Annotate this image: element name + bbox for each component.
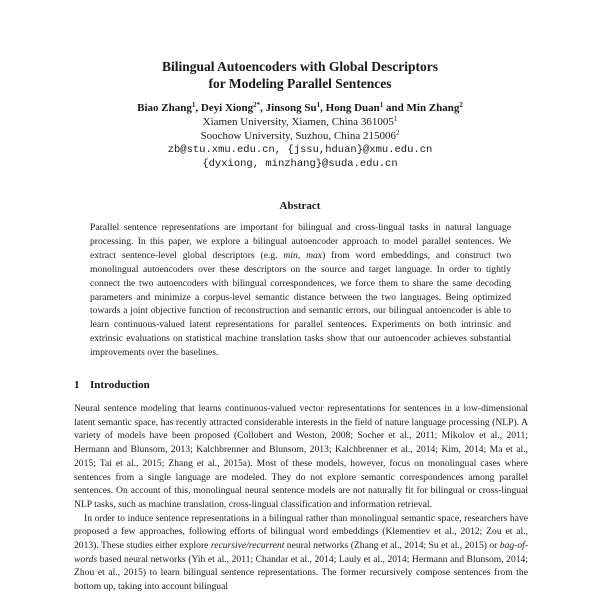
separator: , [195,102,201,114]
intro-p2-em-bag-of-words: bag-of-words [74,540,529,565]
intro-paragraph-2 [74,512,528,594]
paper-title [0,58,600,92]
section-heading-introduction [74,379,150,391]
intro-paragraph-1: Neural sentence modeling that learns continuous-valued vector representations for sentences in a low-dimensional latent semantic space, has recently attracted considerable interests in the field of nature language processing (NLP). A variety of models have been proposed (Collobert and Weston, 2008; Socher et al., 2011; Mikolov et al., 2011; Hermann and Blunsom, 2013; Kalchbrenner and Blunsom, 2013; Kalchbrenner et al., 2014; Kim, 2014; Ma et al., 2015; Tai et al., 2015; Zhang et al., 2015a). Most of these models, however, focus on monolingual cases where sentences from a single language are modeled. They do not explore semantic correspondences among parallel sentences. On account of this, monolingual neural sentence models are not naturally fit for bilingual or cross-lingual NLP tasks, such as machine translation, cross-lingual classification and information retrieval. [74,403,528,510]
author-names [0,101,600,115]
abstract-text [90,221,511,360]
author-block [0,101,600,171]
abstract-em-min: min [283,249,298,261]
author-5: Min Zhang [406,102,460,114]
author-4: Hong Duan [325,102,380,114]
intro-p2-part-c: based neural networks (Yih et al., 2011; Chandar et al., 2014; Lauly et al., 2014; Hermann and Blunsom, 2014; Zhou et al., 2015) to learn bilingual sentence representations. The former recursively compose sentences from the bottom up, taking into account bilingual [74,553,528,593]
section-title: Introduction [90,379,150,391]
author-1-affil: 1 [191,101,196,109]
email-line-2: {dyxiong, minzhang}@suda.edu.cn [202,158,398,170]
author-2-affil: 2* [253,101,261,109]
abstract-part-2: , [297,249,307,261]
author-2: Deyi Xiong [200,102,254,114]
affiliation-2-mark: 2 [395,129,400,137]
intro-p2-em-recursive: recursive/recurrent [210,540,285,552]
affiliation-2-text: Soochow University, Suzhou, China 215006 [200,130,396,142]
abstract-part-1: Parallel sentence representations are important for bilingual and cross-lingual tasks in natural language processing. In this paper, we explore a bilingual autoencoder approach to model parallel sentences. We extract sentence-level global descriptors (e.g. [90,222,511,261]
affiliation-1 [0,115,600,129]
abstract-part-3: ) from word embeddings, and construct two monolingual autoencoders over these descriptors on the source and target language. In order to tightly connect the two autoencoders with bilingual correspondences, we force them to share the same decoding parameters and minimize a corpus-level semantic distance between the two languages. Being optimized towards a joint objective function of reconstruction and semantic errors, our bilingual antoencoder is able to learn continuous-valued latent representations for parallel sentences. Experiments on both intrinsic and extrinsic evaluations on statistical machine translation tasks show that our autoencoder achieves substantial improvements over the baselines. [90,249,511,359]
intro-p2-part-b: neural networks (Zhang et al., 2014; Su et al., 2015) or [284,540,500,552]
affiliation-1-mark: 1 [393,115,398,123]
affiliation-1-text: Xiamen University, Xiamen, China 361005 [202,116,394,128]
author-4-affil: 1 [379,101,384,109]
title-line-2: for Modeling Parallel Sentences [208,76,392,91]
author-5-affil: 2 [459,101,463,109]
affiliation-2 [0,129,600,143]
separator: , [260,102,266,114]
and-separator: and [383,102,407,114]
title-line-1: Bilingual Autoencoders with Global Descriptors [161,59,438,74]
author-3-affil: 1 [316,101,321,109]
author-3: Jinsong Su [265,102,317,114]
intro-p2-part-a: In order to induce sentence representations in a bilingual rather than monolingual semantic space, researchers have proposed a few approaches, following efforts of bilingual word embeddings (Klementiev et al., 2012; Zou et al., 2013). These studies either explore [74,512,528,552]
section-number: 1 [74,379,80,391]
abstract-em-max: max [306,249,323,261]
separator: , [320,102,326,114]
introduction-body [74,402,528,594]
email-line-1: zb@stu.xmu.edu.cn, {jssu,hduan}@xmu.edu.cn [167,144,433,156]
abstract-heading: Abstract [279,200,321,212]
author-1: Biao Zhang [137,102,192,114]
